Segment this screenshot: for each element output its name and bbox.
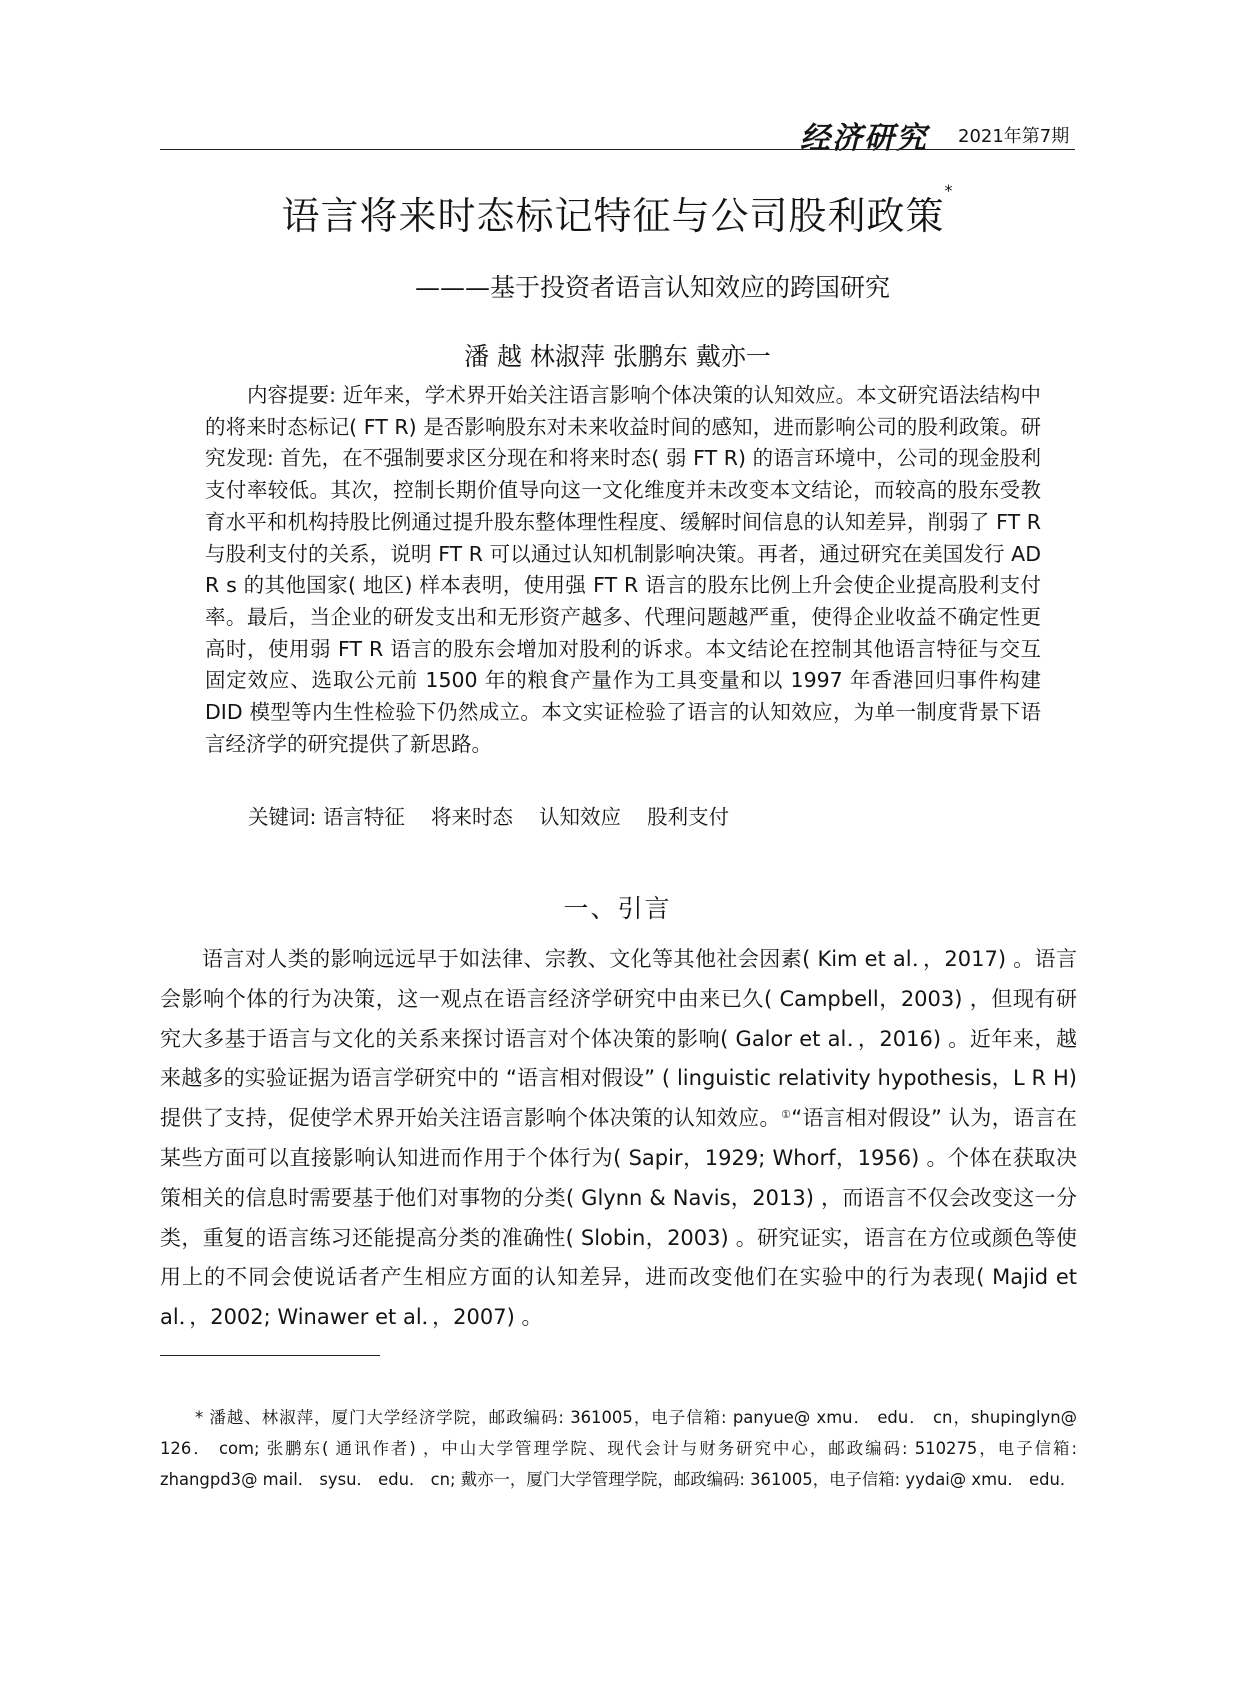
footnote-rule [160, 1355, 380, 1356]
header-rule [160, 149, 1075, 150]
section-heading: 一、引言 [563, 894, 672, 923]
abstract-paragraph: 内容提要: 近年来，学术界开始关注语言影响个体决策的认知效应。本文研究语法结构中的将来时态标记( FT R) 是否影响股东对未来收益时间的感知，进而影响公司的股利政策。研究发现: 首先，在不强制要求区分现在和将来时态( 弱 FT R) 的语言环境中，公司的现金股利支付率较低。其次，控制长期价值导向这一文化维度并未改变本文结论，而较高的股东受教育水平和机构持股比例通过提升股东整体理性程度、缓解时间信息的认知差异，削弱了 FT R 与股利支付的关系，说明 FT R 可以通过认知机制影响决策。再者，通过研究在美国发行 AD R s 的其他国家( 地区) 样本表明，使用强 FT R 语言的股东比例上升会使企业提高股利支付率。最后，当企业的研发支出和无形资产越多、代理问题越严重，使得企业收益不确定性更高时，使用弱 FT R 语言的股东会增加对股利的诉求。本文结论在控制其他语言特征与交互固定效应、选取公元前 1500 年的粮食产量作为工具变量和以 1997 年香港回归事件构建 DID 模型等内生性检验下仍然成立。本文实证检验了语言的认知效应，为单一制度背景下语言经济学的研究提供了新思路。 [205, 383, 1041, 756]
issue-label: 2021年第7期 [958, 126, 1070, 147]
article-subtitle: ———基于投资者语言认知效应的跨国研究 [414, 273, 890, 302]
author-list: 潘 越 林淑萍 张鹏东 戴亦一 [464, 342, 771, 371]
intro-paragraph [160, 940, 1077, 1338]
keywords-line: 关键词: 语言特征 将来时态 认知效应 股利支付 [248, 805, 730, 829]
title-text: 语言将来时态标记特征与公司股利政策 [281, 194, 945, 238]
intro-text-part1: 语言对人类的影响远远早于如法律、宗教、文化等其他社会因素( Kim et al．，2017) 。语言会影响个体的行为决策，这一观点在语言经济学研究中由来已久( Campbell，2003) ，但现有研究大多基于语言与文化的关系来探讨语言对个体决策的影响( Galor et al．，2016) 。近年来，越来越多的实验证据为语言学研究中的 “语言相对假设” ( linguistic relativity hypothesis，L R H) 提供了支持，促使学术界开始关注语言影响个体决策的认知效应。 [160, 947, 1077, 1131]
title-note-mark: * [944, 181, 954, 200]
footnote-ref-mark: ① [780, 1108, 792, 1122]
journal-logo: 经济研究 [800, 121, 928, 156]
author-footnote: * 潘越、林淑萍，厦门大学经济学院，邮政编码: 361005，电子信箱: panyue@ xmu． edu． cn，shupinglyn@ 126． com; 张鹏东( 通讯作者) ，中山大学管理学院、现代会计与财务研究中心，邮政编码: 510275，电子信箱: zhangpd3@ mail． sysu． edu． cn; 戴亦一，厦门大学管理学院，邮政编码: 361005，电子信箱: yydai@ xmu． edu． [160, 1408, 1077, 1489]
article-title [160, 181, 1075, 240]
intro-text-part2: “语言相对假设” 认为，语言在某些方面可以直接影响认知进而作用于个体行为( Sapir，1929; Whorf，1956) 。个体在获取决策相关的信息时需要基于他们对事物的分类( Glynn & Navis，2013) ，而语言不仅会改变这一分类，重复的语言练习还能提高分类的准确性( Slobin，2003) 。研究证实，语言在方位或颜色等使用上的不同会使说话者产生相应方面的认知差异，进而改变他们在实验中的行为表现( Majid et al．，2002; Winawer et al．，2007) 。 [160, 1106, 1077, 1330]
